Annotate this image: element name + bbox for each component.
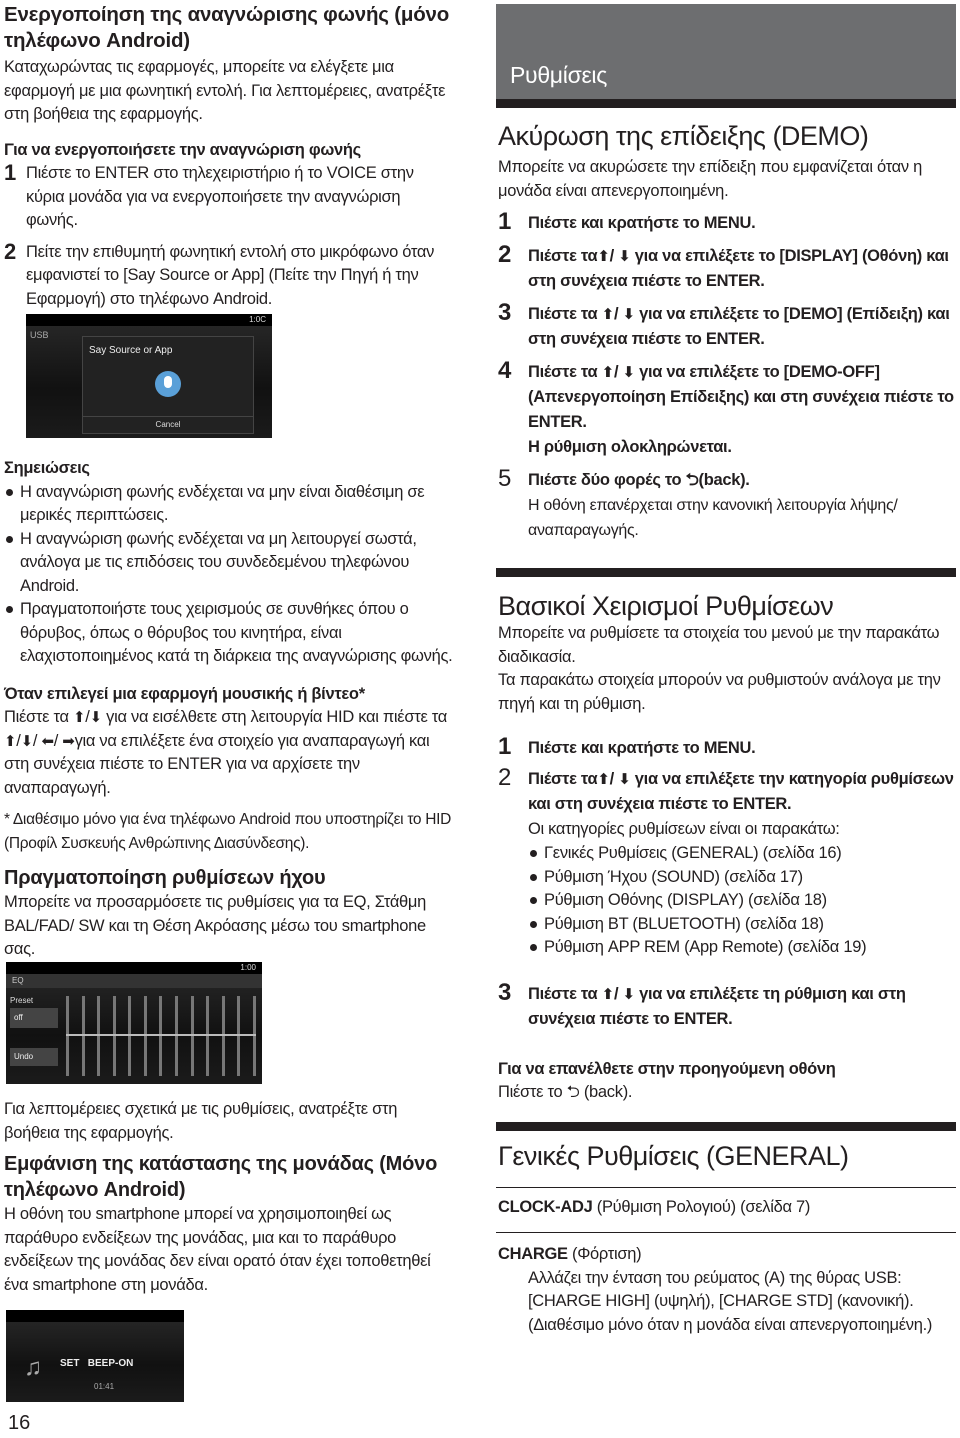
basic-intro-2: Τα παρακάτω στοιχεία μπορούν να ρυθμιστούν ανάλογα με την πηγή και τη ρύθμιση. <box>498 671 941 713</box>
basic-step-2: 2 Πιέστε τα⬆/ ⬇ για να επιλέξετε την κατηγορία ρυθμίσεων και στη συνέχεια πιέστε το ENTER. Οι κατηγορίες ρυθμίσεων είναι οι παρακάτω: Γενικές Ρυθμίσεις (GENERAL) (σελίδα 16) Ρύθμιση Ήχου (SOUND) (σελίδα 17) Ρύθμιση Οθόνης (DISPLAY) (σελίδα 18) Ρύθμιση BT (BLUETOOTH) (σελίδα 18) Ρύθμιση APP REM (App Remote) (σελίδα 19) <box>498 767 956 960</box>
status-section <box>4 1098 456 1297</box>
music-note-icon: ♫ <box>24 1354 42 1381</box>
demo-step-5: 5 Πιέστε δύο φορές το ⮌(back). Η οθόνη επανέρχεται στην κανονική λειτουργία λήψης/ αναπαραγωγής. <box>498 465 898 539</box>
basic-intro-1: Μπορείτε να ρυθμίσετε τα στοιχεία του μενού με την παρακάτω διαδικασία. <box>498 624 940 666</box>
down-arrow-icon: ⬇ <box>89 709 102 726</box>
note-item: Η αναγνώριση φωνής ενδέχεται να μη λειτουργεί σωστά, ανάλογα με τις επιδόσεις του συνδεδεμένου τηλεφώνου Android. <box>4 528 456 599</box>
general-title: Γενικές Ρυθμίσεις (GENERAL) <box>498 1141 849 1171</box>
sound-screenshot <box>6 962 262 1084</box>
section-rule <box>496 568 956 577</box>
prev-text: Πιέστε το ⮌ (back). <box>498 1083 633 1101</box>
note-item: Πραγματοποιήστε τους χειρισμούς σε συνθήκες όπου ο θόρυβος, όπως ο θόρυβος του κινητήρα, είναι ελαχιστοποιημένος κατά τη διάρκεια της αναγνώρισης φωνής. <box>4 598 456 669</box>
usb-tab: USB <box>30 330 49 340</box>
voice-dialog <box>82 336 254 434</box>
basic-title: Βασικοί Χειρισμοί Ρυθμίσεων <box>498 591 834 621</box>
settings-banner <box>496 4 956 108</box>
display-time: 01:41 <box>94 1382 115 1391</box>
clock-adj-row: CLOCK-ADJ (Ρύθμιση Ρολογιού) (σελίδα 7) <box>498 1198 811 1216</box>
charge-text: Αλλάζει την ένταση του ρεύματος (A) της θύρας USB: [CHARGE HIGH] (υψηλή), [CHARGE STD] (κανονική). (Διαθέσιμο μόνο όταν η μονάδα είναι απενεργοποιημένη.) <box>528 1268 933 1334</box>
category-item: Ρύθμιση Ήχου (SOUND) (σελίδα 17) <box>528 866 956 890</box>
banner-title: Ρυθμίσεις <box>510 62 608 88</box>
charge-row: CHARGE (Φόρτιση) Αλλάζει την ένταση του ρεύματος (A) της θύρας USB: [CHARGE HIGH] (υψηλή), [CHARGE STD] (κανονική). (Διαθέσιμο μόνο όταν η μονάδα είναι απενεργοποιημένη.) <box>498 1243 956 1337</box>
section-rule <box>496 1122 956 1131</box>
sound-help: Για λεπτομέρειες σχετικά με τις ρυθμίσεις, ανατρέξτε στη βοήθεια της εφαρμογής. <box>4 1100 398 1142</box>
cancel-button[interactable]: Cancel <box>83 416 253 433</box>
demo-title: Ακύρωση της επίδειξης (DEMO) <box>498 121 869 151</box>
category-item: Ρύθμιση BT (BLUETOOTH) (σελίδα 18) <box>528 913 956 937</box>
status-text: Η οθόνη του smartphone μπορεί να χρησιμοποιηθεί ως παράθυρο ενδείξεων της μονάδας, μια και το παράθυρο ενδείξεων της μονάδας δεν είναι ορατό όταν έχει τοποθετηθεί ένα smartphone στη μονάδα. <box>4 1205 431 1294</box>
divider <box>496 1232 956 1233</box>
demo-step-4: 4 Πιέστε τα ⬆/ ⬇ για να επιλέξετε το [DEMO-OFF] (Απενεργοποίηση Επίδειξης) και στη συνέχεια πιέστε το ENTER. Η ρύθμιση ολοκληρώνεται. <box>498 357 954 456</box>
footnote: * Διαθέσιμο μόνο για ένα τηλέφωνο Android που υποστηρίζει το HID (Προφίλ Συσκευής Ανθρώπινης Διασύνδεσης). <box>4 811 452 852</box>
general-section <box>498 1140 956 1172</box>
prev-title: Για να επανέλθετε στην προηγούμενη οθόνη <box>498 1059 836 1078</box>
preset-select[interactable]: off <box>10 1008 58 1028</box>
basic-step-3: 3 Πιέστε τα ⬆/ ⬇ για να επιλέξετε τη ρύθμιση και στη συνέχεια πιέστε το ENTER. <box>498 978 906 1028</box>
media-title: Όταν επιλεγεί μια εφαρμογή μουσικής ή βίντεο* <box>4 684 365 703</box>
status-title: Εμφάνιση της κατάστασης της μονάδας (Μόνο τηλέφωνο Android) <box>4 1153 438 1201</box>
left-arrow-icon: ⬅ <box>41 732 54 750</box>
demo-step-3: 3 Πιέστε τα ⬆/ ⬇ για να επιλέξετε το [DEMO] (Επίδειξη) και στη συνέχεια πιέστε το ENTER. <box>498 299 950 348</box>
demo-step-1: 1 Πιέστε και κρατήστε το MENU. <box>498 208 756 235</box>
right-arrow-icon: ➡ <box>62 732 75 750</box>
voice-screenshot <box>26 314 272 438</box>
basic-step-1: 1 Πιέστε και κρατήστε το MENU. <box>498 733 756 760</box>
status-bar: 1:0C <box>26 314 272 326</box>
status-bar <box>6 1310 184 1322</box>
step-2: 2 Πείτε την επιθυμητή φωνητική εντολή στο μικρόφωνο όταν εμφανιστεί το [Say Source or App] (Πείτε την Πηγή ή την Εφαρμογή) στο τηλέφωνο Android. <box>4 238 435 308</box>
divider <box>496 1187 956 1188</box>
voice-intro: Καταχωρώντας τις εφαρμογές, μπορείτε να ελέγξετε μια εφαρμογή με μια φωνητική εντολή. Για λεπτομέρειες, ανατρέξτε στη βοήθεια της εφαρμογής. <box>4 58 446 123</box>
preset-label: Preset <box>10 996 34 1005</box>
back-icon: ⮌ <box>685 471 699 489</box>
up-arrow-icon: ⬆ <box>73 709 86 726</box>
notes-section <box>4 457 456 962</box>
voice-prompt: Say Source or App <box>89 345 173 356</box>
sound-text: Μπορείτε να προσαρμόσετε τις ρυθμίσεις για τα EQ, Στάθμη BAL/FAD/ SW και τη Θέση Ακρόασης μέσω του smartphone σας. <box>4 893 427 958</box>
microphone-icon <box>155 371 181 397</box>
demo-intro: Μπορείτε να ακυρώσετε την επίδειξη που εμφανίζεται όταν η μονάδα είναι απενεργοποιημένη. <box>498 158 923 200</box>
demo-section <box>498 120 956 543</box>
up-arrow-icon: ⬆ <box>4 732 17 750</box>
step-1: 1 Πιέστε το ENTER στο τηλεχειριστήριο ή το VOICE στην κύρια μονάδα για να ενεργοποιήσετε την αναγνώριση φωνής. <box>4 160 414 229</box>
activate-title: Για να ενεργοποιήσετε την αναγνώριση φωνής <box>4 140 361 159</box>
eq-sliders[interactable] <box>66 996 256 1076</box>
page-number: 16 <box>8 1412 31 1434</box>
sound-title: Πραγματοποίηση ρυθμίσεων ήχου <box>4 867 326 889</box>
notes-title: Σημειώσεις <box>4 459 90 477</box>
down-arrow-icon: ⬇ <box>20 732 33 750</box>
voice-section <box>4 2 456 311</box>
demo-step-2: 2 Πιέστε τα⬆/ ⬇ για να επιλέξετε το [DISPLAY] (Οθόνη) και στη συνέχεια πιέστε το ENTER. <box>498 241 949 290</box>
status-bar: 1:00 <box>6 962 262 974</box>
category-item: Ρύθμιση APP REM (App Remote) (σελίδα 19) <box>528 936 956 960</box>
category-item: Ρύθμιση Οθόνης (DISPLAY) (σελίδα 18) <box>528 889 956 913</box>
media-text: Πιέστε τα ⬆/⬇ για να εισέλθετε στη λειτουργία HID και πιέστε τα ⬆/⬇/ ⬅/ ➡για να επιλέξετε ένα στοιχείο για αναπαραγωγή και στη συνέχεια πιέστε το ENTER για να αρχίσετε την αναπαραγωγή. <box>4 708 448 797</box>
eq-tab[interactable]: EQ <box>6 974 262 988</box>
note-item: Η αναγνώριση φωνής ενδέχεται να μην είναι διαθέσιμη σε μερικές περιπτώσεις. <box>4 481 456 528</box>
back-icon: ⮌ <box>566 1083 580 1101</box>
basic-section <box>498 590 956 1105</box>
category-item: Γενικές Ρυθμίσεις (GENERAL) (σελίδα 16) <box>528 842 956 866</box>
undo-button[interactable]: Undo <box>10 1048 58 1066</box>
display-text: SET BEEP-ON <box>60 1358 134 1369</box>
status-screenshot <box>6 1310 184 1402</box>
voice-title: Ενεργοποίηση της αναγνώρισης φωνής (μόνο τηλέφωνο Android) <box>4 3 450 52</box>
